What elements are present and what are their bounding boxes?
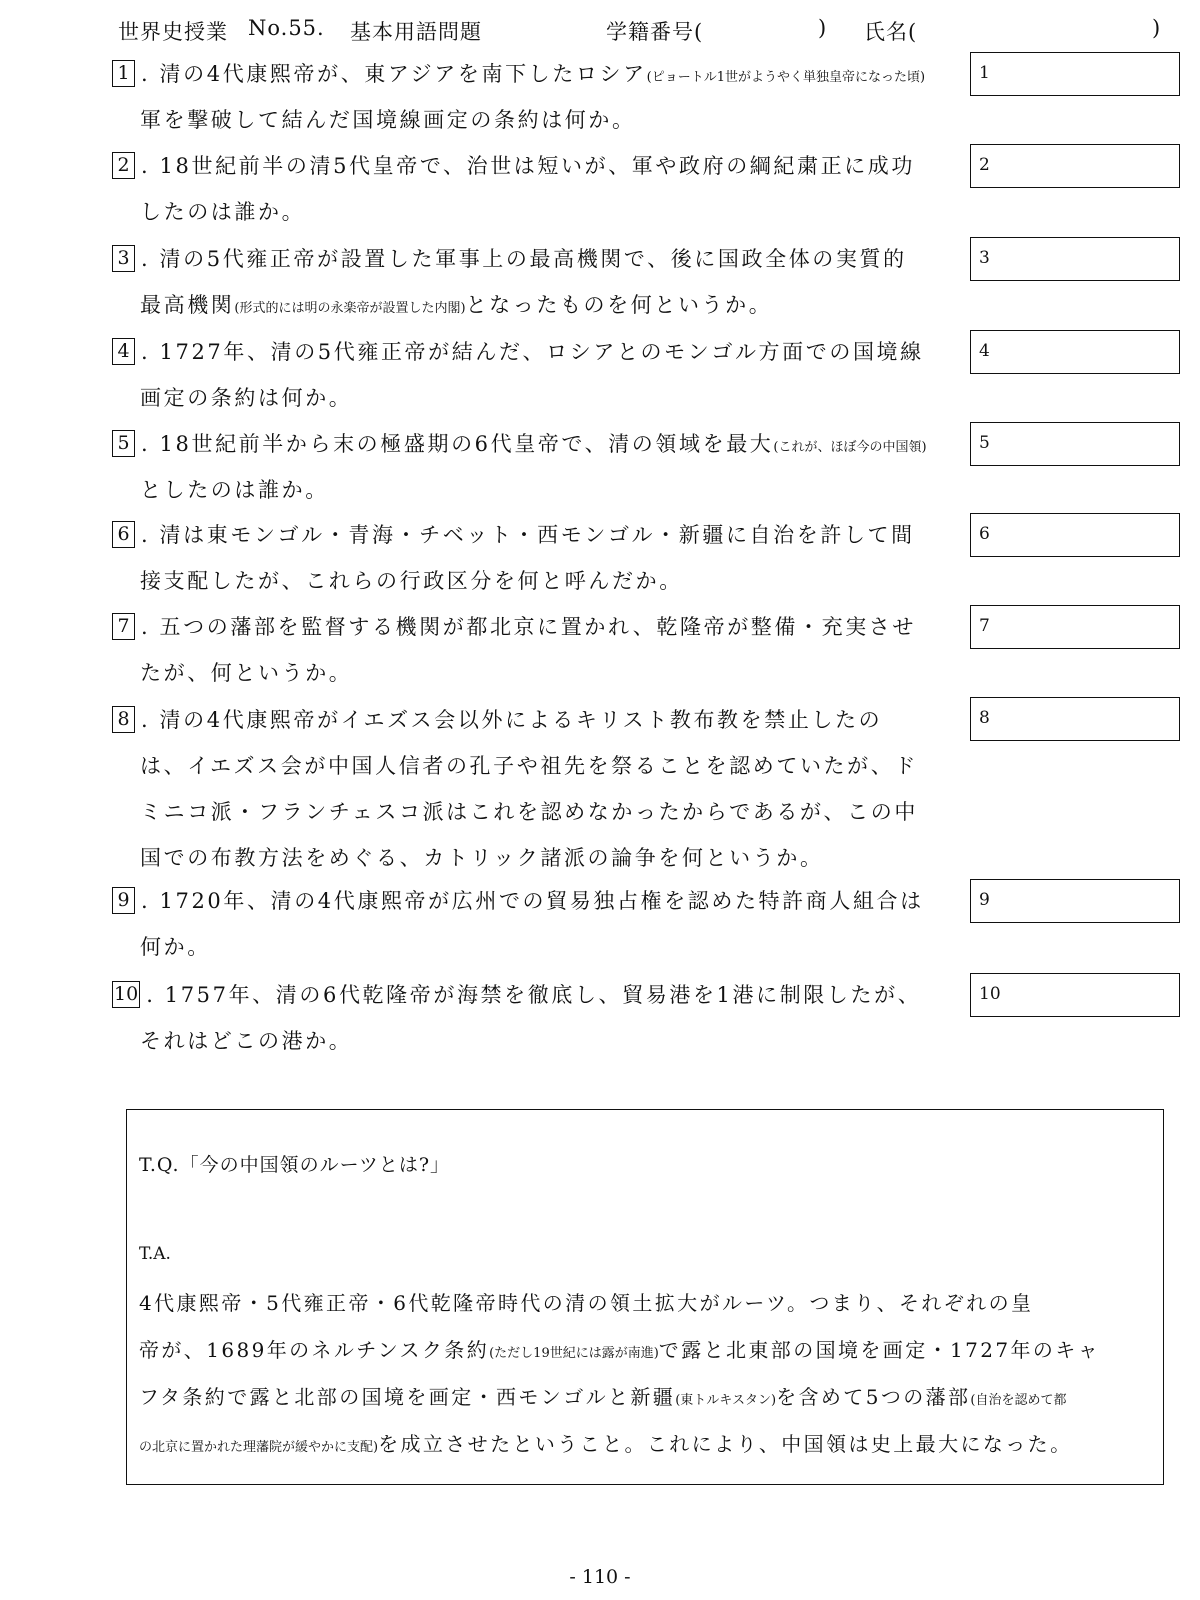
question-8 <box>112 697 970 881</box>
ta-note: (自治を認めて都 <box>970 1393 1067 1408</box>
ta-text: を成立させたということ。これにより、中国領は史上最大になった。 <box>378 1432 1073 1456</box>
question-9 <box>112 878 970 970</box>
ta-line: 4代康熙帝・5代雍正帝・6代乾隆帝時代の清の領土拡大がルーツ。つまり、それぞれの皇 <box>139 1291 1034 1315</box>
question-4 <box>112 329 970 421</box>
question-number: 6 <box>112 521 135 548</box>
question-1 <box>112 51 970 143</box>
question-text: となったものを何というか。 <box>465 293 773 317</box>
name-close: ) <box>1152 16 1162 40</box>
question-note: (ピョートル1世がようやく単独皇帝になった頃) <box>646 70 926 85</box>
question-text: . 清の4代康熙帝がイエズス会以外によるキリスト教布教を禁止したの <box>141 708 883 732</box>
question-6 <box>112 512 970 604</box>
question-text: 接支配したが、これらの行政区分を何と呼んだか。 <box>140 569 683 593</box>
question-number: 8 <box>112 706 135 733</box>
question-text: . 清の5代雍正帝が設置した軍事上の最高機関で、後に国政全体の実質的 <box>141 247 907 271</box>
ta-text: を含めて5つの藩部 <box>776 1385 971 1409</box>
student-id-close: ) <box>818 16 828 40</box>
question-text: としたのは誰か。 <box>140 478 329 502</box>
question-number: 10 <box>112 981 140 1008</box>
question-number: 3 <box>112 245 135 272</box>
question-text: 軍を撃破して結んだ国境線画定の条約は何か。 <box>140 108 636 132</box>
question-3 <box>112 236 970 328</box>
question-text: それはどこの港か。 <box>140 1029 353 1053</box>
answer-box-8[interactable]: 8 <box>970 697 1180 741</box>
course-title: 世界史授業 <box>118 20 228 44</box>
ta-body <box>139 1280 1159 1468</box>
ta-label: T.A. <box>139 1244 171 1264</box>
question-text: . 清は東モンゴル・青海・チベット・西モンゴル・新疆に自治を許して間 <box>141 523 915 547</box>
page-number: - 110 - <box>569 1566 631 1588</box>
answer-box-1[interactable]: 1 <box>970 52 1180 96</box>
worksheet-title: 基本用語問題 <box>350 20 482 44</box>
answer-box-10[interactable]: 10 <box>970 973 1180 1017</box>
question-text: . 18世紀前半の清5代皇帝で、治世は短いが、軍や政府の綱紀粛正に成功 <box>141 154 916 178</box>
question-text: 画定の条約は何か。 <box>140 386 353 410</box>
answer-box-9[interactable]: 9 <box>970 879 1180 923</box>
question-text: 国での布教方法をめぐる、カトリック諸派の論争を何というか。 <box>140 846 824 870</box>
question-text: は、イエズス会が中国人信者の孔子や祖先を祭ることを認めていたが、ド <box>140 754 918 778</box>
ta-note: の北京に置かれた理藩院が緩やかに支配) <box>139 1440 379 1455</box>
question-note: (形式的には明の永楽帝が設置した内閣) <box>234 301 466 316</box>
question-text: . 清の4代康熙帝が、東アジアを南下したロシア <box>141 62 647 86</box>
question-number: 5 <box>112 430 135 457</box>
worksheet-number: No.55. <box>248 16 325 40</box>
question-note: (これが、ほぼ今の中国領) <box>773 440 927 455</box>
ta-text: フタ条約で露と北部の国境を画定・西モンゴルと新疆 <box>139 1385 676 1409</box>
question-5 <box>112 421 970 513</box>
ta-line <box>139 1374 1159 1421</box>
answer-box-2[interactable]: 2 <box>970 144 1180 188</box>
question-text: . 1727年、清の5代雍正帝が結んだ、ロシアとのモンゴル方面での国境線 <box>141 340 924 364</box>
question-number: 4 <box>112 338 135 365</box>
tq-question: T.Q.「今の中国領のルーツとは?」 <box>139 1154 451 1176</box>
question-text: したのは誰か。 <box>140 200 306 224</box>
question-7 <box>112 604 970 696</box>
question-text: . 1757年、清の6代乾隆帝が海禁を徹底し、貿易港を1港に制限したが、 <box>146 983 922 1007</box>
answer-box-7[interactable]: 7 <box>970 605 1180 649</box>
question-number: 2 <box>112 152 135 179</box>
ta-note: (ただし19世紀には露が南進) <box>489 1346 659 1361</box>
tq-ta-box <box>126 1109 1164 1485</box>
question-text: たが、何というか。 <box>140 661 353 685</box>
question-text: ミニコ派・フランチェスコ派はこれを認めなかったからであるが、この中 <box>140 800 918 824</box>
name-label: 氏名( <box>864 20 918 44</box>
answer-box-3[interactable]: 3 <box>970 237 1180 281</box>
ta-text: 帝が、1689年のネルチンスク条約 <box>139 1338 490 1362</box>
question-10 <box>112 972 970 1064</box>
student-id-label: 学籍番号( <box>606 20 704 44</box>
answer-box-4[interactable]: 4 <box>970 330 1180 374</box>
ta-note: (東トルキスタン) <box>675 1393 777 1408</box>
ta-text: で露と北東部の国境を画定・1727年のキャ <box>658 1338 1101 1362</box>
question-text: 最高機関 <box>140 293 235 317</box>
question-text: 何か。 <box>140 935 211 959</box>
question-text: . 18世紀前半から末の極盛期の6代皇帝で、清の領域を最大 <box>141 432 774 456</box>
ta-line <box>139 1421 1159 1468</box>
question-text: . 五つの藩部を監督する機関が都北京に置かれ、乾隆帝が整備・充実させ <box>141 615 917 639</box>
answer-box-6[interactable]: 6 <box>970 513 1180 557</box>
worksheet-header <box>118 12 1178 46</box>
answer-box-5[interactable]: 5 <box>970 422 1180 466</box>
ta-line <box>139 1327 1159 1374</box>
question-number: 7 <box>112 613 135 640</box>
question-number: 9 <box>112 887 135 914</box>
question-number: 1 <box>112 60 135 87</box>
question-2 <box>112 143 970 235</box>
question-text: . 1720年、清の4代康熙帝が広州での貿易独占権を認めた特許商人組合は <box>141 889 924 913</box>
